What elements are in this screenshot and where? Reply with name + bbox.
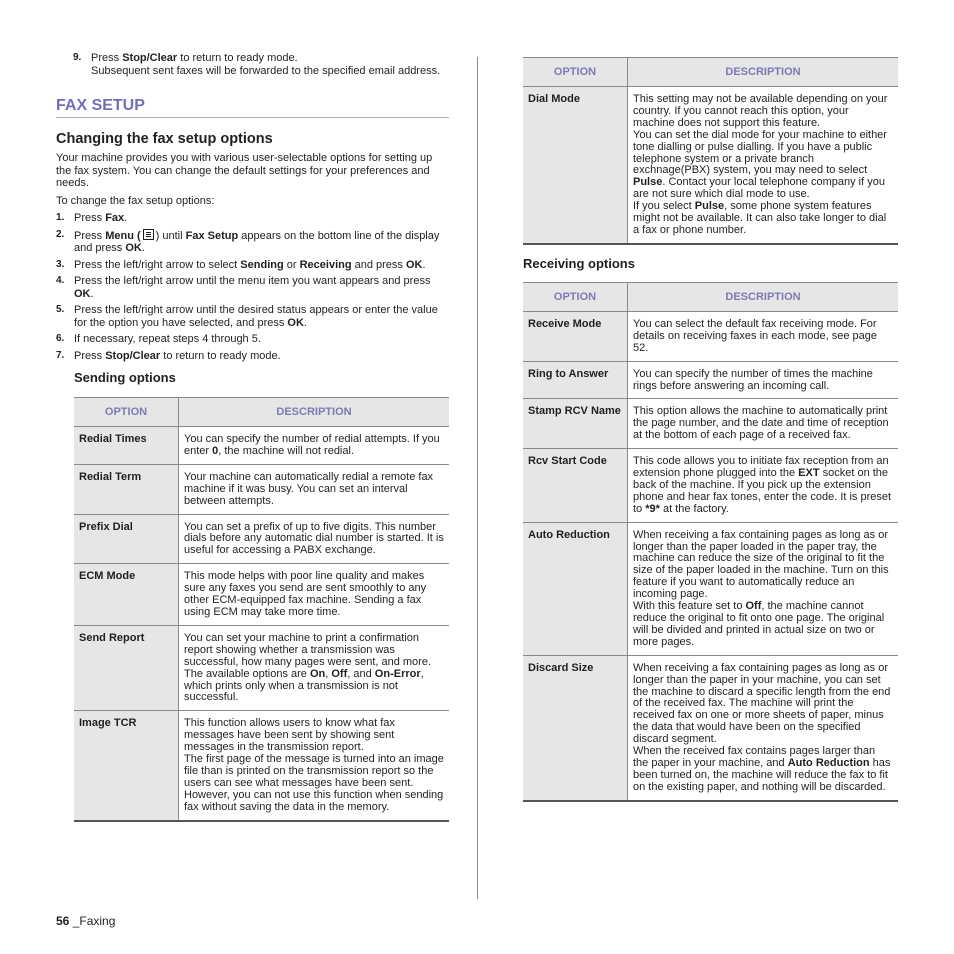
table-row	[523, 449, 898, 523]
to-change-paragraph: To change the fax setup options:	[56, 194, 215, 207]
description-cell: This code allows you to initiate fax reception from an extension phone plugged into the EXT socket on the back of the machine. If you pick up the extension phone and hear fax tones, enter the code. It is preset to *9* at the factory.	[628, 449, 899, 523]
table-row	[523, 311, 898, 361]
step-item	[56, 350, 449, 363]
step-text: Press Stop/Clear to return to ready mode.	[74, 349, 281, 362]
left-column	[56, 52, 449, 822]
description-cell: This mode helps with poor line quality and makes sure any faxes you send are sent smoothly to any other ECM-equipped fax machine. Sending a fax using ECM may take more time.	[179, 564, 450, 626]
option-cell: Dial Mode	[523, 87, 628, 244]
step-number: 7.	[56, 349, 65, 361]
step-number: 3.	[56, 258, 65, 270]
step-text: Press Stop/Clear to return to ready mode. Subsequent sent faxes will be forwarded to the specified email address.	[91, 52, 441, 77]
step-item	[56, 275, 449, 300]
description-cell: This option allows the machine to automatically print the page number, and the date and time of reception at the bottom of each page of a received fax.	[628, 399, 899, 449]
steps-list	[56, 212, 449, 362]
step-number: 1.	[56, 212, 65, 223]
step-text: Press Fax.	[74, 212, 128, 224]
description-header: DESCRIPTION	[628, 282, 899, 311]
option-cell: Rcv Start Code	[523, 449, 628, 523]
step-text: Press Menu ( ) until Fax Setup appears on the bottom line of the display and press OK.	[74, 229, 440, 254]
description-cell: When receiving a fax containing pages as long as or longer than the paper loaded in the paper tray, the machine can reduce the size of the original to fit the size of the paper loaded in the machine. Turn on this feature if you want to automatically reduce an incoming page. With this feature set to Off, the machine cannot reduce the original to fit onto one page. The original will be divided and printed in actual size on two or more pages.	[628, 522, 899, 655]
table-row	[74, 514, 449, 564]
sending-options-table	[74, 397, 449, 822]
page-footer	[56, 914, 115, 928]
table-row	[74, 427, 449, 465]
option-header: OPTION	[74, 398, 179, 427]
step-9	[73, 52, 449, 77]
step-item	[56, 212, 449, 225]
description-cell: You can select the default fax receiving mode. For details on receiving faxes in each mode, see page 52.	[628, 311, 899, 361]
table-row	[74, 625, 449, 710]
step-number: 9.	[73, 52, 82, 63]
receiving-options-title: Receiving options	[523, 255, 635, 271]
description-cell: You can specify the number of redial attempts. If you enter 0, the machine will not redial.	[179, 427, 450, 465]
page-number: 56	[56, 914, 70, 928]
step-text: If necessary, repeat steps 4 through 5.	[74, 333, 261, 345]
step-item	[56, 304, 449, 329]
option-cell: Send Report	[74, 625, 179, 710]
table-row	[523, 87, 898, 244]
step-item	[56, 259, 449, 272]
option-cell: Prefix Dial	[74, 514, 179, 564]
description-cell: This setting may not be available depending on your country. If you cannot reach this option, your machine does not support this feature. You can set the dial mode for your machine to either tone dialling or pulse dialling. If you have a public telephone system or a private branch exchnage(PBX) system, you may need to select Pulse. Contact your local telephone company if you are not sure which dial mode to use. If you select Pulse, some phone system features might not be available. It can also take longer to dial a fax or phone number.	[628, 87, 899, 244]
option-cell: Discard Size	[523, 655, 628, 800]
step-text: Press the left/right arrow until the desired status appears or enter the value for the option you have selected, and press OK.	[74, 304, 438, 329]
option-header: OPTION	[523, 282, 628, 311]
step-number: 4.	[56, 275, 65, 286]
description-cell: You can set your machine to print a confirmation report showing whether a transmission was successful, how many pages were sent, and more. The available options are On, Off, and On-Error, which prints only when a transmission is not successful.	[179, 625, 450, 710]
description-cell: This function allows users to know what fax messages have been sent by showing sent messages in the transmission report. The first page of the message is turned into an image file than is printed on the transmission report so the users can see what messages have been sent. However, you can not use this function when sending fax without saving the data in the memory.	[179, 711, 450, 821]
subsection-title: Changing the fax setup options	[56, 131, 273, 147]
step-text: Press the left/right arrow to select Sending or Receiving and press OK.	[74, 258, 426, 271]
table-row	[74, 464, 449, 514]
column-divider	[477, 57, 478, 899]
section-title: FAX SETUP	[56, 97, 449, 118]
table-row	[74, 564, 449, 626]
step-text: Press the left/right arrow until the menu item you want appears and press OK.	[74, 275, 431, 300]
description-cell: When receiving a fax containing pages as long as or longer than the paper in your machine, you can set the machine to discard a specific length from the end of the received fax. The machine will print the received fax on one or more sheets of paper, minus the data that would have been on the specified discard segment. When the received fax contains pages larger than the paper in your machine, and Auto Reduction has been turned on, the machine will reduce the fax to fit on the existing paper, and nothing will be discarded.	[628, 655, 899, 800]
table-row	[74, 711, 449, 821]
intro-paragraph: Your machine provides you with various user-selectable options for setting up the fax system. You can change the default settings for your preferences and needs.	[56, 152, 433, 189]
menu-icon	[143, 229, 154, 240]
description-header: DESCRIPTION	[179, 398, 450, 427]
option-cell: ECM Mode	[74, 564, 179, 626]
table-row	[523, 655, 898, 800]
option-cell: Stamp RCV Name	[523, 399, 628, 449]
description-cell: You can set a prefix of up to five digits. This number dials before any automatic dial number is started. It is useful for accessing a PABX exchange.	[179, 514, 450, 564]
footer-section: _Faxing	[72, 914, 116, 928]
option-cell: Receive Mode	[523, 311, 628, 361]
description-cell: Your machine can automatically redial a remote fax machine if it was busy. You can set an interval between attempts.	[179, 464, 450, 514]
table-row	[523, 361, 898, 399]
right-column	[523, 57, 898, 802]
option-cell: Redial Times	[74, 427, 179, 465]
step-number: 5.	[56, 304, 65, 315]
option-cell: Ring to Answer	[523, 361, 628, 399]
table-row	[523, 399, 898, 449]
step-number: 2.	[56, 228, 65, 240]
table-row	[523, 522, 898, 655]
sending-options-title: Sending options	[74, 370, 176, 385]
option-cell: Image TCR	[74, 711, 179, 821]
step-item	[56, 229, 449, 255]
option-header: OPTION	[523, 58, 628, 87]
step-number: 6.	[56, 333, 65, 344]
option-cell: Redial Term	[74, 464, 179, 514]
dial-options-table	[523, 57, 898, 245]
receiving-options-table	[523, 282, 898, 802]
option-cell: Auto Reduction	[523, 522, 628, 655]
step-item	[56, 333, 449, 346]
description-header: DESCRIPTION	[628, 58, 899, 87]
description-cell: You can specify the number of times the machine rings before answering an incoming call.	[628, 361, 899, 399]
